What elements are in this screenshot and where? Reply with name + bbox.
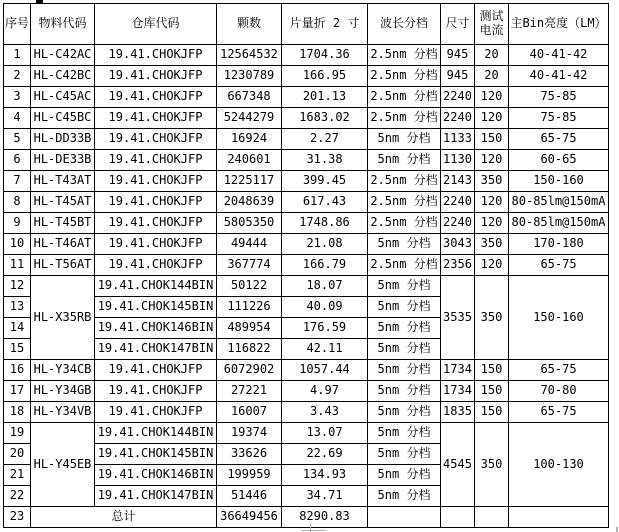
table-cell[interactable]: 18.07 bbox=[282, 276, 368, 297]
table-cell[interactable]: 170-180 bbox=[509, 234, 609, 255]
column-header-test-current: 测试电流 bbox=[475, 4, 509, 45]
table-cell[interactable]: 19.41.CHOK147BIN bbox=[95, 339, 217, 360]
table-cell[interactable]: 19 bbox=[4, 423, 31, 444]
table-cell[interactable]: 150-160 bbox=[509, 276, 609, 360]
column-header-wavelength-bin: 波长分档 bbox=[368, 4, 441, 45]
table-cell[interactable]: 5nm 分档 bbox=[368, 402, 441, 423]
table-cell[interactable]: 22 bbox=[4, 486, 31, 507]
table-cell[interactable]: 120 bbox=[475, 108, 509, 129]
table-cell[interactable]: 120 bbox=[475, 255, 509, 276]
table-cell[interactable]: 16007 bbox=[217, 402, 282, 423]
table-cell[interactable]: 42.11 bbox=[282, 339, 368, 360]
table-cell[interactable] bbox=[509, 507, 609, 528]
column-header-material-code: 物料代码 bbox=[31, 4, 95, 45]
table-cell[interactable]: 19.41.CHOKJFP bbox=[95, 129, 217, 150]
table-cell[interactable]: 2 bbox=[4, 66, 31, 87]
table-cell[interactable]: 116822 bbox=[217, 339, 282, 360]
table-row bbox=[4, 234, 609, 255]
table-cell[interactable]: HL-T45AT bbox=[31, 192, 95, 213]
table-row bbox=[4, 66, 609, 87]
table-cell[interactable]: 2.5nm 分档 bbox=[368, 87, 441, 108]
table-cell[interactable]: 5805350 bbox=[217, 213, 282, 234]
table-cell[interactable]: 5nm 分档 bbox=[368, 276, 441, 297]
column-header-warehouse-code: 仓库代码 bbox=[95, 4, 217, 45]
table-cell[interactable]: 2.5nm 分档 bbox=[368, 255, 441, 276]
table-cell[interactable]: 65-75 bbox=[509, 129, 609, 150]
table-cell[interactable]: 65-75 bbox=[509, 255, 609, 276]
inventory-table-body bbox=[4, 45, 609, 528]
table-cell[interactable]: 150 bbox=[475, 402, 509, 423]
table-cell[interactable]: 22.69 bbox=[282, 444, 368, 465]
table-cell[interactable]: 201.13 bbox=[282, 87, 368, 108]
cropped-text-artifact bbox=[36, 0, 43, 3]
table-cell[interactable]: 6 bbox=[4, 150, 31, 171]
table-cell[interactable]: 2.5nm 分档 bbox=[368, 213, 441, 234]
table-cell[interactable]: 1057.44 bbox=[282, 360, 368, 381]
table-cell[interactable]: 1230789 bbox=[217, 66, 282, 87]
table-cell[interactable]: 19.41.CHOKJFP bbox=[95, 402, 217, 423]
table-cell[interactable]: 2240 bbox=[441, 108, 475, 129]
table-cell[interactable]: 5nm 分档 bbox=[368, 129, 441, 150]
table-cell[interactable]: 总计 bbox=[31, 507, 217, 528]
table-cell[interactable]: 3043 bbox=[441, 234, 475, 255]
table-cell[interactable]: 2.5nm 分档 bbox=[368, 108, 441, 129]
table-cell[interactable]: 19.41.CHOKJFP bbox=[95, 66, 217, 87]
table-cell[interactable]: 65-75 bbox=[509, 360, 609, 381]
table-cell[interactable]: 176.59 bbox=[282, 318, 368, 339]
table-cell[interactable] bbox=[475, 507, 509, 528]
column-header-wafer-equiv-2inch: 片量折 2 寸 bbox=[282, 4, 368, 45]
column-header-size: 尺寸 bbox=[441, 4, 475, 45]
table-cell[interactable]: 6072902 bbox=[217, 360, 282, 381]
table-cell[interactable]: HL-T56AT bbox=[31, 255, 95, 276]
table-cell[interactable]: 70-80 bbox=[509, 381, 609, 402]
table-cell[interactable]: 65-75 bbox=[509, 402, 609, 423]
table-cell[interactable]: 13 bbox=[4, 297, 31, 318]
table-cell[interactable]: 350 bbox=[475, 276, 509, 360]
table-cell[interactable]: 489954 bbox=[217, 318, 282, 339]
table-cell[interactable]: 8 bbox=[4, 192, 31, 213]
table-cell[interactable]: 2.5nm 分档 bbox=[368, 192, 441, 213]
table-cell[interactable]: 4545 bbox=[441, 423, 475, 507]
table-cell[interactable]: 5nm 分档 bbox=[368, 360, 441, 381]
table-cell[interactable]: 11 bbox=[4, 255, 31, 276]
table-cell[interactable]: 166.79 bbox=[282, 255, 368, 276]
table-cell[interactable]: 9 bbox=[4, 213, 31, 234]
table-cell[interactable]: 19.41.CHOKJFP bbox=[95, 150, 217, 171]
table-cell[interactable]: 150 bbox=[475, 129, 509, 150]
table-cell[interactable]: 2240 bbox=[441, 192, 475, 213]
table-cell[interactable]: 240601 bbox=[217, 150, 282, 171]
table-cell[interactable]: HL-T45BT bbox=[31, 213, 95, 234]
table-cell[interactable]: 5nm 分档 bbox=[368, 465, 441, 486]
column-header-seq: 序号 bbox=[4, 4, 31, 45]
table-cell[interactable]: 51446 bbox=[217, 486, 282, 507]
table-cell[interactable]: 19.41.CHOK144BIN bbox=[95, 276, 217, 297]
table-cell[interactable]: 12 bbox=[4, 276, 31, 297]
table-cell[interactable]: 1704.36 bbox=[282, 45, 368, 66]
table-cell[interactable]: 19.41.CHOKJFP bbox=[95, 45, 217, 66]
table-cell[interactable]: 2143 bbox=[441, 171, 475, 192]
table-cell[interactable]: 13.07 bbox=[282, 423, 368, 444]
table-cell[interactable]: 1835 bbox=[441, 402, 475, 423]
table-cell[interactable]: HL-X35RB bbox=[31, 276, 95, 360]
table-cell[interactable]: 23 bbox=[4, 507, 31, 528]
table-cell[interactable]: 945 bbox=[441, 45, 475, 66]
table-cell[interactable]: HL-Y34CB bbox=[31, 360, 95, 381]
table-row bbox=[4, 360, 609, 381]
table-cell[interactable]: 19.41.CHOKJFP bbox=[95, 213, 217, 234]
table-cell[interactable]: HL-C45BC bbox=[31, 108, 95, 129]
table-cell[interactable]: 367774 bbox=[217, 255, 282, 276]
table-cell[interactable]: 18 bbox=[4, 402, 31, 423]
table-cell[interactable]: 5nm 分档 bbox=[368, 318, 441, 339]
table-cell[interactable]: HL-Y45EB bbox=[31, 423, 95, 507]
table-cell[interactable]: 19.41.CHOK145BIN bbox=[95, 297, 217, 318]
table-cell[interactable]: HL-T46AT bbox=[31, 234, 95, 255]
table-cell[interactable]: 2.5nm 分档 bbox=[368, 66, 441, 87]
table-cell[interactable]: 20 bbox=[475, 66, 509, 87]
table-cell[interactable]: 17 bbox=[4, 381, 31, 402]
table-cell[interactable]: 5244279 bbox=[217, 108, 282, 129]
table-row bbox=[4, 213, 609, 234]
header-row bbox=[4, 4, 609, 45]
table-cell[interactable]: 2240 bbox=[441, 87, 475, 108]
table-cell[interactable]: 33626 bbox=[217, 444, 282, 465]
table-cell[interactable]: 19.41.CHOKJFP bbox=[95, 255, 217, 276]
table-cell[interactable]: 10 bbox=[4, 234, 31, 255]
table-cell[interactable]: 120 bbox=[475, 192, 509, 213]
table-cell[interactable]: 5nm 分档 bbox=[368, 297, 441, 318]
table-cell[interactable]: 5nm 分档 bbox=[368, 423, 441, 444]
table-cell[interactable]: 2.5nm 分档 bbox=[368, 45, 441, 66]
table-cell[interactable]: 5nm 分档 bbox=[368, 381, 441, 402]
table-row bbox=[4, 108, 609, 129]
table-cell[interactable]: 617.43 bbox=[282, 192, 368, 213]
table-cell[interactable]: 1683.02 bbox=[282, 108, 368, 129]
table-cell[interactable]: HL-DD33B bbox=[31, 129, 95, 150]
table-cell[interactable]: HL-DE33B bbox=[31, 150, 95, 171]
table-cell[interactable]: 34.71 bbox=[282, 486, 368, 507]
table-row bbox=[4, 255, 609, 276]
table-cell[interactable]: 19374 bbox=[217, 423, 282, 444]
table-cell[interactable]: 150 bbox=[475, 381, 509, 402]
table-cell[interactable]: 5 bbox=[4, 129, 31, 150]
table-cell[interactable]: 1225117 bbox=[217, 171, 282, 192]
table-cell[interactable]: 60-65 bbox=[509, 150, 609, 171]
table-cell[interactable]: 16924 bbox=[217, 129, 282, 150]
table-cell[interactable]: 5nm 分档 bbox=[368, 486, 441, 507]
table-cell[interactable]: 19.41.CHOK146BIN bbox=[95, 318, 217, 339]
table-row bbox=[4, 423, 609, 444]
table-cell[interactable]: 134.93 bbox=[282, 465, 368, 486]
table-cell[interactable]: HL-Y34GB bbox=[31, 381, 95, 402]
table-cell[interactable]: 5nm 分档 bbox=[368, 339, 441, 360]
table-row bbox=[4, 150, 609, 171]
table-cell[interactable]: 120 bbox=[475, 213, 509, 234]
table-cell[interactable]: 19.41.CHOKJFP bbox=[95, 171, 217, 192]
table-cell[interactable]: 40-41-42 bbox=[509, 66, 609, 87]
table-cell[interactable]: 150 bbox=[475, 360, 509, 381]
table-cell[interactable]: 19.41.CHOK145BIN bbox=[95, 444, 217, 465]
table-cell[interactable]: 111226 bbox=[217, 297, 282, 318]
table-cell[interactable]: HL-Y34VB bbox=[31, 402, 95, 423]
table-cell[interactable]: 1734 bbox=[441, 360, 475, 381]
table-cell[interactable]: 2.5nm 分档 bbox=[368, 171, 441, 192]
table-cell[interactable]: 350 bbox=[475, 171, 509, 192]
table-cell[interactable]: 20 bbox=[475, 45, 509, 66]
column-header-chip-count: 颗数 bbox=[217, 4, 282, 45]
table-cell[interactable]: 399.45 bbox=[282, 171, 368, 192]
table-cell[interactable]: 1748.86 bbox=[282, 213, 368, 234]
table-cell[interactable]: 1 bbox=[4, 45, 31, 66]
table-cell[interactable]: 19.41.CHOKJFP bbox=[95, 192, 217, 213]
table-cell[interactable]: 80-85lm@150mA bbox=[509, 192, 609, 213]
table-cell[interactable]: 19.41.CHOKJFP bbox=[95, 87, 217, 108]
table-cell[interactable]: 5nm 分档 bbox=[368, 150, 441, 171]
table-cell[interactable]: HL-C45AC bbox=[31, 87, 95, 108]
table-cell[interactable]: 50122 bbox=[217, 276, 282, 297]
table-cell[interactable]: 166.95 bbox=[282, 66, 368, 87]
table-cell[interactable]: 667348 bbox=[217, 87, 282, 108]
table-cell[interactable]: 19.41.CHOKJFP bbox=[95, 108, 217, 129]
table-row bbox=[4, 192, 609, 213]
table-cell[interactable]: 14 bbox=[4, 318, 31, 339]
table-cell[interactable]: 3.43 bbox=[282, 402, 368, 423]
table-row bbox=[4, 381, 609, 402]
table-cell[interactable]: 2240 bbox=[441, 213, 475, 234]
table-cell[interactable]: 1734 bbox=[441, 381, 475, 402]
table-cell[interactable] bbox=[368, 507, 441, 528]
table-cell[interactable]: 100-130 bbox=[509, 423, 609, 507]
table-cell[interactable]: 21 bbox=[4, 465, 31, 486]
table-cell[interactable]: 945 bbox=[441, 66, 475, 87]
table-cell[interactable]: 120 bbox=[475, 150, 509, 171]
table-cell[interactable]: 16 bbox=[4, 360, 31, 381]
table-cell[interactable] bbox=[441, 507, 475, 528]
table-row bbox=[4, 276, 609, 297]
table-cell[interactable]: 75-85 bbox=[509, 108, 609, 129]
gridline-artifact bbox=[616, 527, 618, 532]
table-cell[interactable]: 19.41.CHOKJFP bbox=[95, 360, 217, 381]
table-cell[interactable]: 8290.83 bbox=[282, 507, 368, 528]
table-cell[interactable]: 4.97 bbox=[282, 381, 368, 402]
table-cell[interactable]: 1130 bbox=[441, 150, 475, 171]
table-row bbox=[4, 129, 609, 150]
table-cell[interactable]: 19.41.CHOK146BIN bbox=[95, 465, 217, 486]
table-cell[interactable]: 2356 bbox=[441, 255, 475, 276]
table-cell[interactable]: 350 bbox=[475, 423, 509, 507]
table-cell[interactable]: HL-C42BC bbox=[31, 66, 95, 87]
table-cell[interactable]: 27221 bbox=[217, 381, 282, 402]
table-cell[interactable]: 49444 bbox=[217, 234, 282, 255]
table-cell[interactable]: HL-T43AT bbox=[31, 171, 95, 192]
table-cell[interactable]: 80-85lm@150mA bbox=[509, 213, 609, 234]
table-cell[interactable]: 5nm 分档 bbox=[368, 444, 441, 465]
table-cell[interactable]: 12564532 bbox=[217, 45, 282, 66]
table-row bbox=[4, 507, 609, 528]
table-cell[interactable]: 19.41.CHOK144BIN bbox=[95, 423, 217, 444]
table-cell[interactable]: 20 bbox=[4, 444, 31, 465]
inventory-table bbox=[3, 3, 609, 528]
table-cell[interactable]: 350 bbox=[475, 234, 509, 255]
table-cell[interactable]: 7 bbox=[4, 171, 31, 192]
table-cell[interactable]: 75-85 bbox=[509, 87, 609, 108]
table-cell[interactable]: 19.41.CHOKJFP bbox=[95, 381, 217, 402]
table-cell[interactable]: 3 bbox=[4, 87, 31, 108]
table-row bbox=[4, 402, 609, 423]
table-cell[interactable]: 15 bbox=[4, 339, 31, 360]
table-cell[interactable]: 120 bbox=[475, 87, 509, 108]
table-cell[interactable]: 21.08 bbox=[282, 234, 368, 255]
table-cell[interactable]: 2048639 bbox=[217, 192, 282, 213]
table-cell[interactable]: 36649456 bbox=[217, 507, 282, 528]
column-header-main-bin-brightness: 主Bin亮度（LM） bbox=[509, 4, 609, 45]
table-cell[interactable]: 40.09 bbox=[282, 297, 368, 318]
table-cell[interactable]: 150-160 bbox=[509, 171, 609, 192]
table-cell[interactable]: 19.41.CHOK147BIN bbox=[95, 486, 217, 507]
table-cell[interactable]: 31.38 bbox=[282, 150, 368, 171]
table-cell[interactable]: 4 bbox=[4, 108, 31, 129]
table-cell[interactable]: 19.41.CHOKJFP bbox=[95, 234, 217, 255]
table-cell[interactable]: 3535 bbox=[441, 276, 475, 360]
table-cell[interactable]: 2.27 bbox=[282, 129, 368, 150]
table-cell[interactable]: 199959 bbox=[217, 465, 282, 486]
gridline-artifact bbox=[301, 530, 326, 531]
table-cell[interactable]: HL-C42AC bbox=[31, 45, 95, 66]
table-row bbox=[4, 87, 609, 108]
table-row bbox=[4, 171, 609, 192]
table-cell[interactable]: 40-41-42 bbox=[509, 45, 609, 66]
table-row bbox=[4, 45, 609, 66]
table-cell[interactable]: 5nm 分档 bbox=[368, 234, 441, 255]
table-cell[interactable]: 1133 bbox=[441, 129, 475, 150]
